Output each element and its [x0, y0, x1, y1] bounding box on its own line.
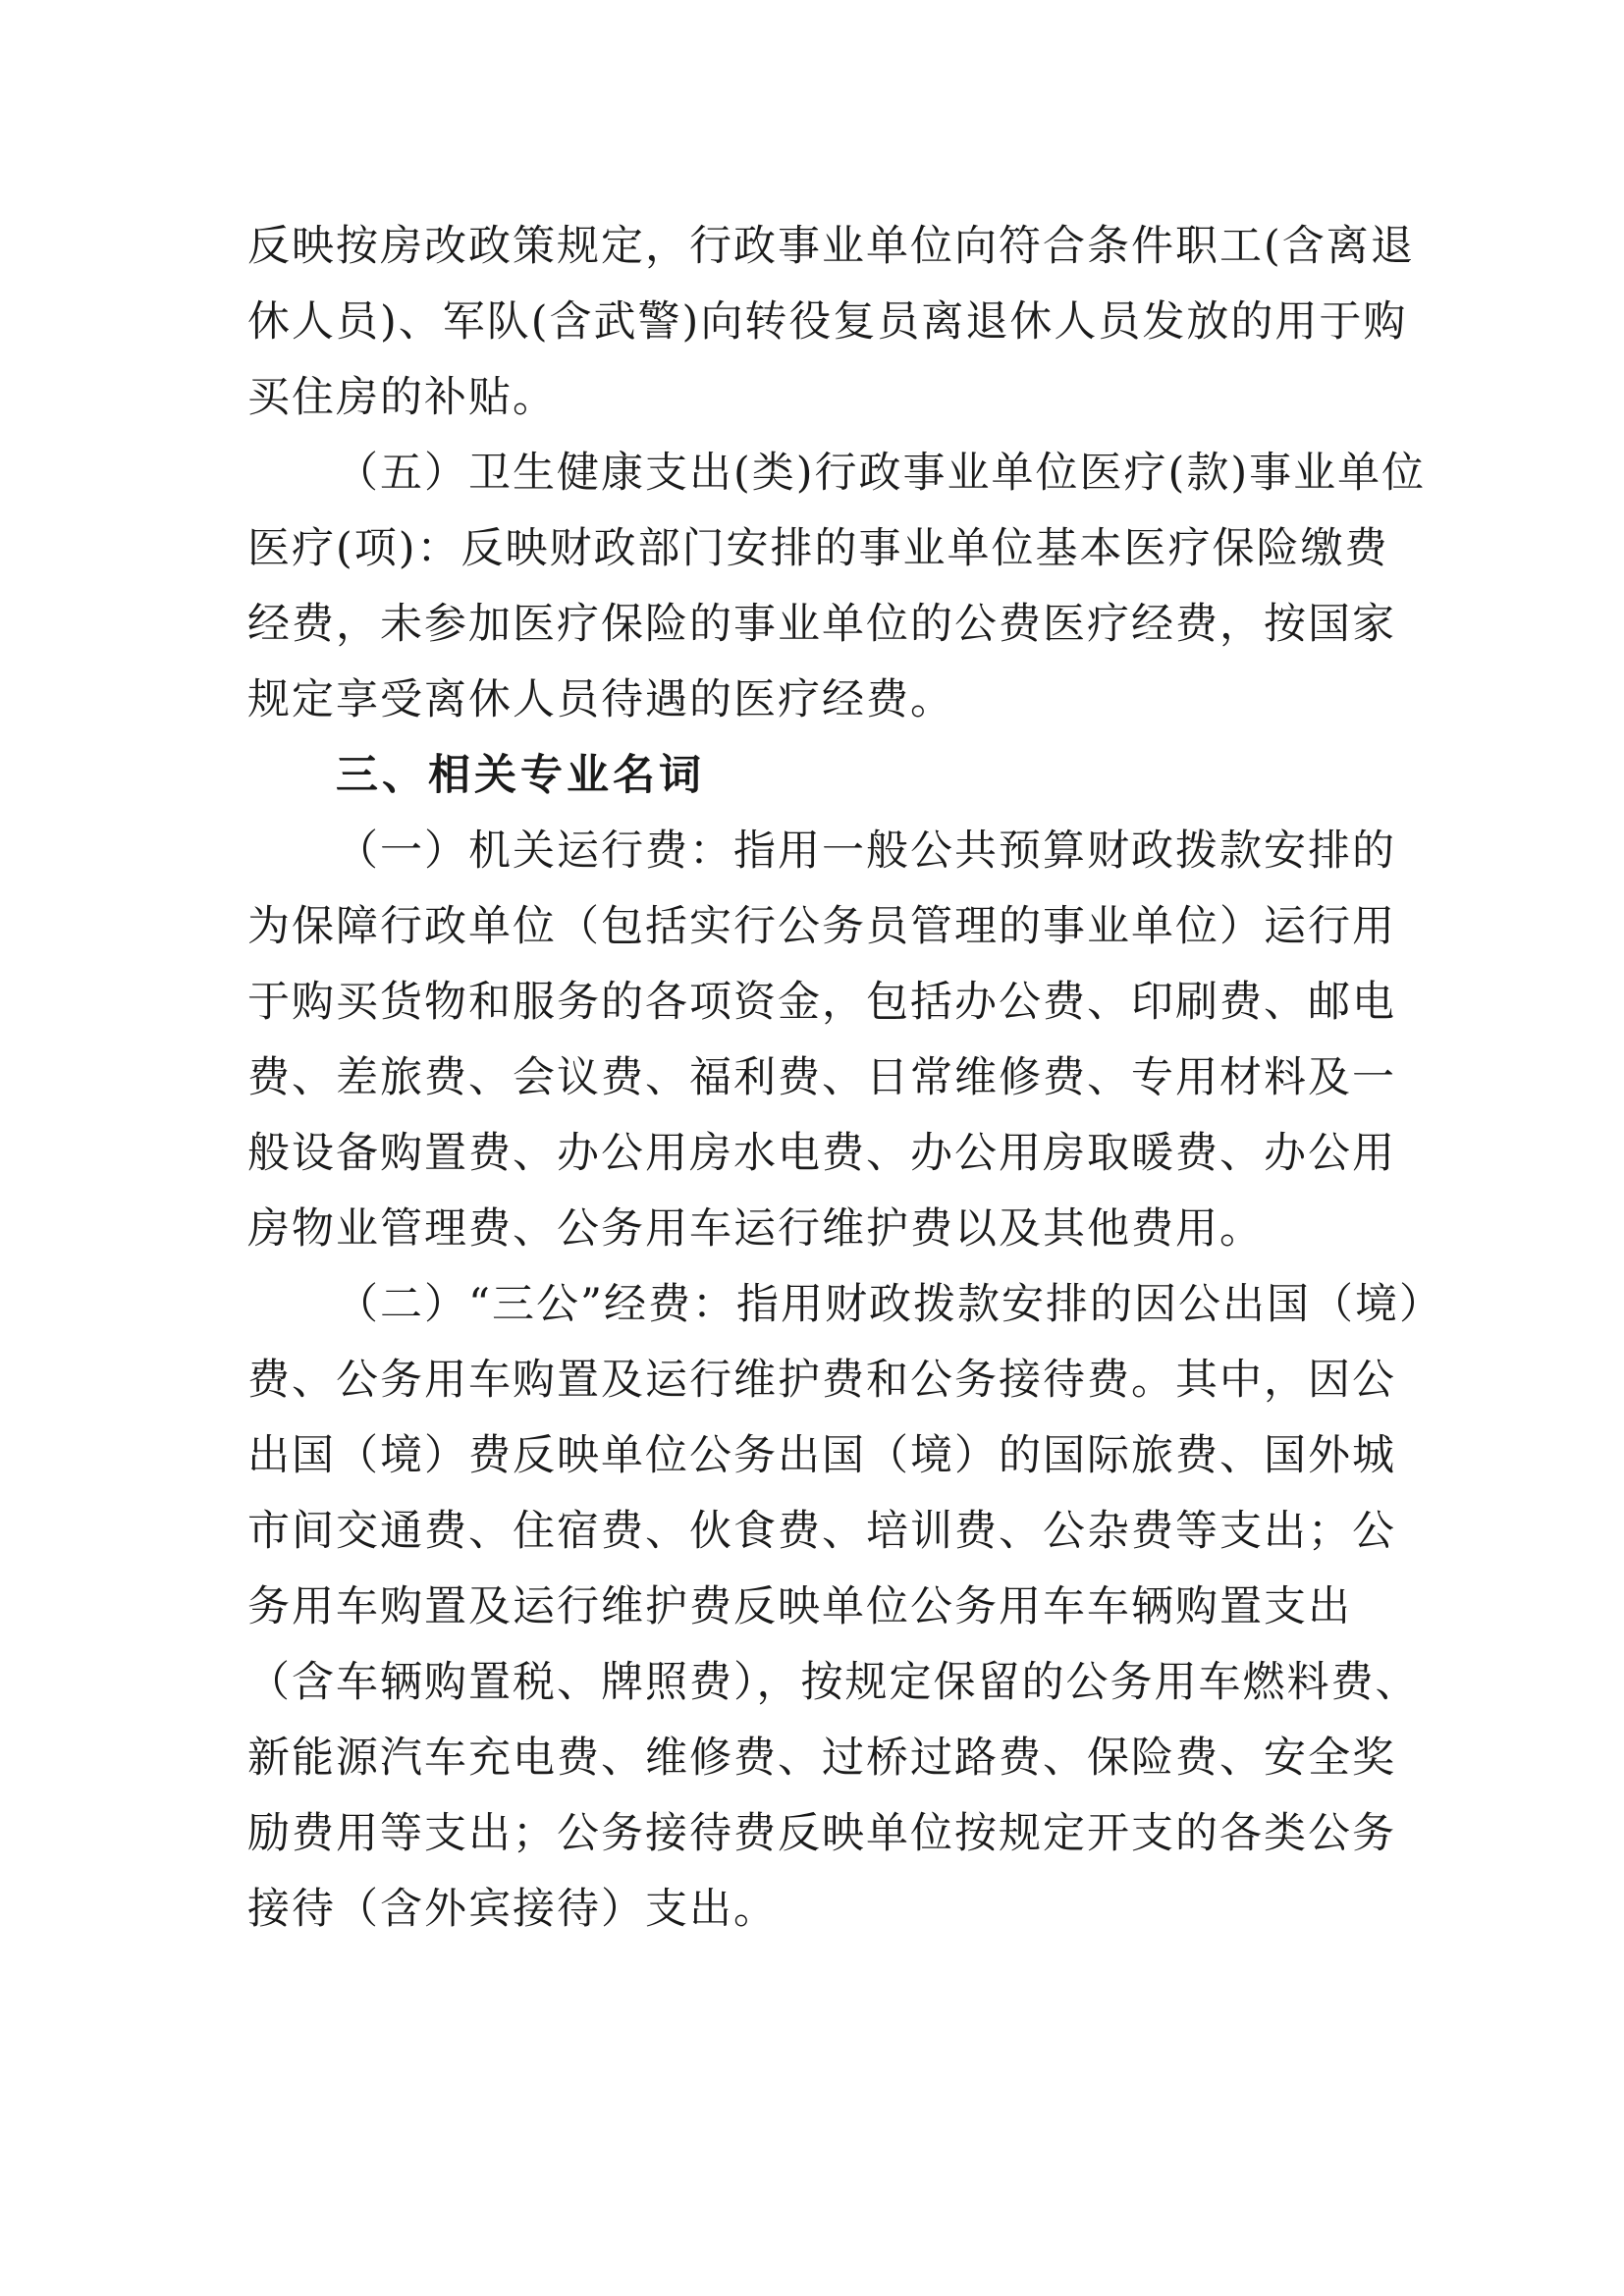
- text-line: 医疗(项)：反映财政部门安排的事业单位基本医疗保险缴费: [247, 524, 1389, 573]
- text-line: 费、公务用车购置及运行维护费和公务接待费。其中，因公: [247, 1356, 1396, 1405]
- text-line: （含车辆购置税、牌照费），按规定保留的公务用车燃料费、: [247, 1658, 1420, 1707]
- text-line: 市间交通费、住宿费、伙食费、培训费、公杂费等支出；公: [247, 1507, 1396, 1556]
- text-line: 反映按房改政策规定，行政事业单位向符合条件职工(含离退: [247, 222, 1415, 271]
- text-line: 规定享受离休人员待遇的医疗经费。: [247, 675, 954, 724]
- text-line: 于购买货物和服务的各项资金，包括办公费、印刷费、邮电: [247, 978, 1396, 1027]
- text-line: 务用车购置及运行维护费反映单位公务用车车辆购置支出: [247, 1582, 1352, 1631]
- section-heading: 三、相关专业名词: [336, 751, 705, 800]
- text-line: 接待（含外宾接待）支出。: [247, 1885, 778, 1934]
- text-line: 励费用等支出；公务接待费反映单位按规定开支的各类公务: [247, 1809, 1396, 1858]
- text-line: 休人员)、军队(含武警)向转役复员离退休人员发放的用于购: [247, 297, 1408, 347]
- paragraph-first-line: （二）“三公”经费：指用财政拨款安排的因公出国（境）: [336, 1280, 1443, 1329]
- paragraph-first-line: （五）卫生健康支出(类)行政事业单位医疗(款)事业单位: [336, 449, 1427, 498]
- text-line: 般设备购置费、办公用房水电费、办公用房取暖费、办公用: [247, 1129, 1396, 1178]
- text-line: 费、差旅费、会议费、福利费、日常维修费、专用材料及一: [247, 1053, 1396, 1102]
- text-line: 经费，未参加医疗保险的事业单位的公费医疗经费，按国家: [247, 600, 1396, 649]
- text-line: 为保障行政单位（包括实行公务员管理的事业单位）运行用: [247, 902, 1396, 951]
- text-line: 房物业管理费、公务用车运行维护费以及其他费用。: [247, 1204, 1264, 1254]
- text-line: 买住房的补贴。: [247, 373, 557, 422]
- text-line: 新能源汽车充电费、维修费、过桥过路费、保险费、安全奖: [247, 1734, 1396, 1783]
- text-line: 出国（境）费反映单位公务出国（境）的国际旅费、国外城: [247, 1431, 1396, 1480]
- paragraph-first-line: （一）机关运行费：指用一般公共预算财政拨款安排的: [336, 827, 1396, 876]
